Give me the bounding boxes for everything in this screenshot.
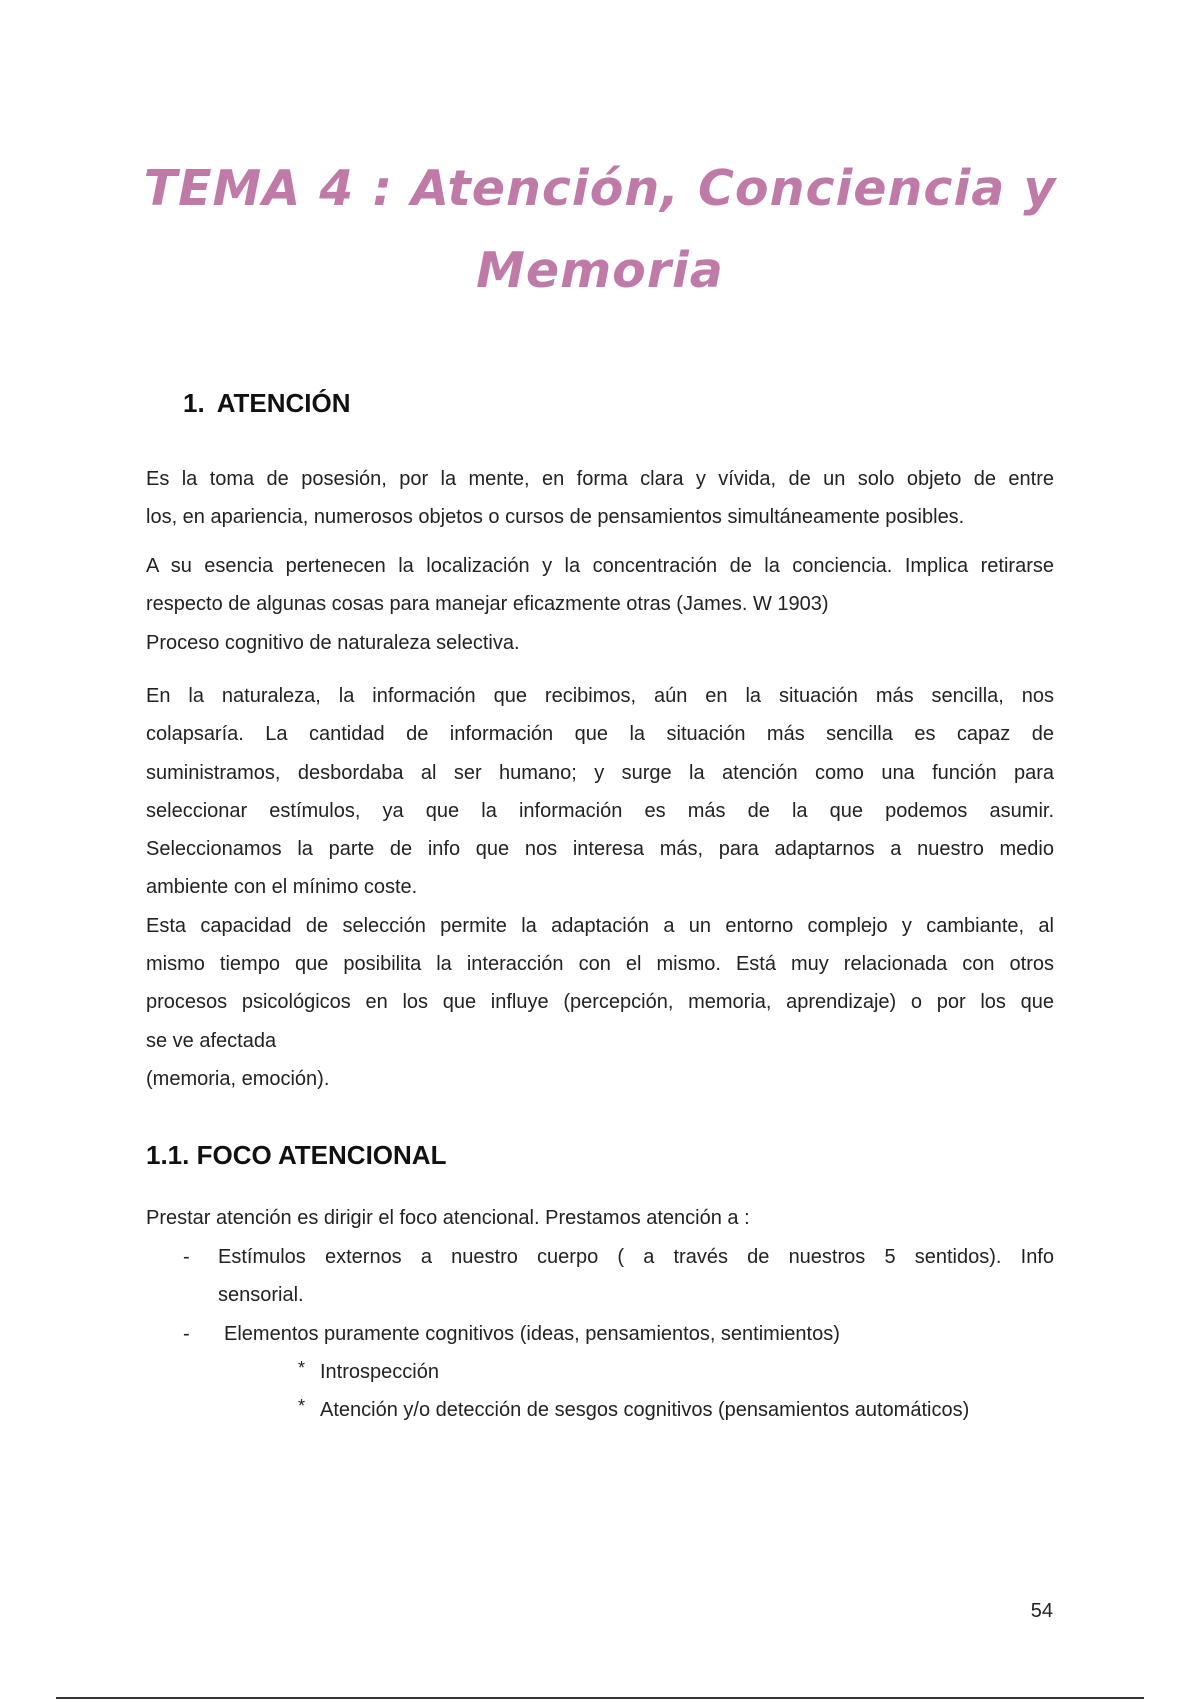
bullet-marker: -: [183, 1323, 190, 1345]
title-line-1: TEMA 4 : Atención, Conciencia y: [143, 160, 1057, 217]
list-item: [183, 1238, 1054, 1315]
text-line: mismo tiempo que posibilita la interacción con el mismo. Está muy relacionada con otros: [146, 953, 1054, 976]
intro-text: Prestar atención es dirigir el foco atencional. Prestamos atención a :: [146, 1207, 750, 1229]
asterisk-bullet-icon: *: [298, 1396, 306, 1416]
text-line: En la naturaleza, la información que recibimos, aún en la situación más sencilla, nos: [146, 685, 1054, 707]
text-line: (memoria, emoción).: [146, 1067, 330, 1090]
list-item: [183, 1315, 1054, 1353]
subsection-heading-foco: 1.1. FOCO ATENCIONAL: [146, 1140, 447, 1170]
sub-item-text: Introspección: [320, 1361, 439, 1383]
text-line: sensorial.: [218, 1284, 304, 1307]
text-line: seleccionar estímulos, ya que la información es más de la que podemos asumir.: [146, 799, 1054, 822]
page-number: 54: [1030, 1600, 1053, 1622]
text-line: respecto de algunas cosas para manejar eficazmente otras (James. W 1903): [146, 593, 829, 616]
text-line: suministramos, desbordaba al ser humano; y surge la atención como una función para: [146, 761, 1054, 784]
paragraph-definition: [146, 460, 1054, 537]
section-number: 1.: [183, 388, 205, 418]
text-line: Esta capacidad de selección permite la adaptación a un entorno complejo y cambiante, al: [146, 914, 1054, 937]
text-line: los, en apariencia, numerosos objetos o cursos de pensamientos simultáneamente posibles.: [146, 506, 965, 529]
section-heading-atencion: [183, 388, 351, 419]
text-line: se ve afectada: [146, 1029, 277, 1052]
sub-item-text: Atención y/o detección de sesgos cognitivos (pensamientos automáticos): [320, 1399, 970, 1421]
sub-list-item: [298, 1391, 970, 1429]
text-line: Elementos puramente cognitivos (ideas, pensamientos, sentimientos): [224, 1323, 840, 1345]
text-line: Es la toma de posesión, por la mente, en forma clara y vívida, de un solo objeto de entre: [146, 468, 1054, 490]
text-line: Seleccionamos la parte de info que nos interesa más, para adaptarnos a nuestro medio: [146, 838, 1054, 861]
asterisk-bullet-icon: *: [298, 1358, 306, 1378]
text-line: Estímulos externos a nuestro cuerpo ( a través de nuestros 5 sentidos). Info: [218, 1246, 1054, 1268]
sub-list-item: [298, 1353, 439, 1391]
text-line: ambiente con el mínimo coste.: [146, 876, 418, 899]
paragraph-nature: [146, 677, 1054, 1098]
text-line: colapsaría. La cantidad de información que la situación más sencilla es capaz de: [146, 723, 1054, 746]
paragraph-essence: [146, 547, 1054, 662]
bullet-marker: -: [183, 1246, 190, 1268]
title-line-2: Memoria: [476, 242, 724, 299]
footer-divider: [56, 1697, 1144, 1699]
text-line: A su esencia pertenecen la localización y la concentración de la conciencia. Implica retirarse: [146, 555, 1054, 577]
text-line: Proceso cognitivo de naturaleza selectiva.: [146, 631, 520, 654]
section-title: ATENCIÓN: [216, 388, 351, 418]
text-line: procesos psicológicos en los que influye (percepción, memoria, aprendizaje) o por los que: [146, 991, 1054, 1014]
page-title: [0, 148, 1200, 312]
